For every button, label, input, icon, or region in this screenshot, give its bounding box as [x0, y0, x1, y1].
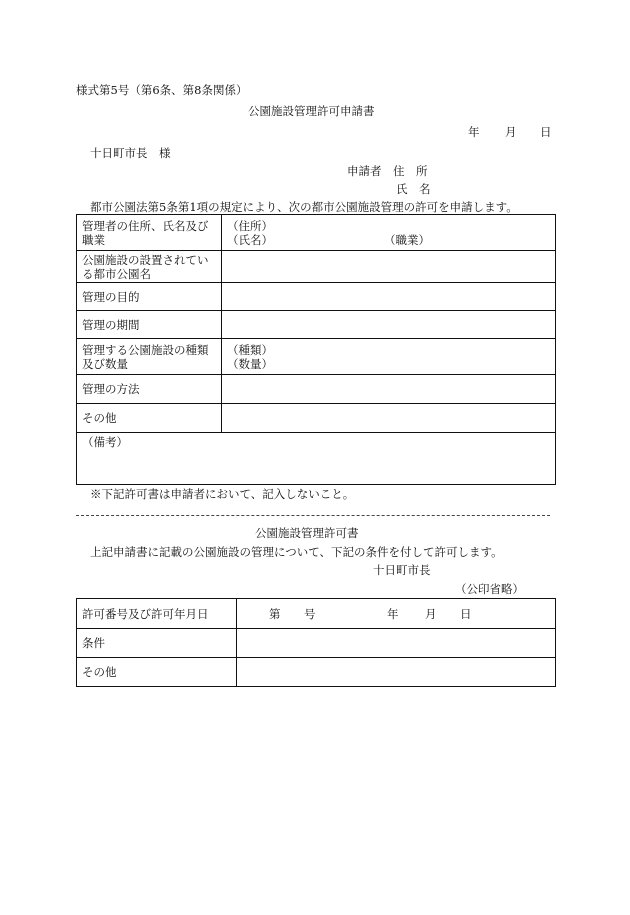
quantity-sublabel: （数量）	[227, 356, 273, 371]
permit-number-date-cell[interactable]	[237, 599, 556, 629]
purpose-label: 管理の目的	[77, 283, 222, 311]
manager-info-label: 管理者の住所、氏名及び職業	[77, 215, 222, 251]
cut-line-divider	[76, 515, 550, 516]
permit-title: 公園施設管理許可書	[255, 526, 359, 540]
date-month-label: 月	[505, 125, 517, 139]
applicant-address-label: 申請者 住 所	[347, 164, 428, 178]
conditions-cell[interactable]	[237, 629, 556, 658]
name-sublabel: （氏名）	[227, 232, 273, 247]
permit-text: 上記申請書に記載の公園施設の管理について、下記の条件を付して許可します。	[90, 545, 503, 559]
permit-day-label: 日	[460, 606, 472, 621]
permit-go-label: 号	[304, 606, 316, 621]
period-label: 管理の期間	[77, 311, 222, 339]
permit-table	[76, 598, 556, 687]
period-cell[interactable]	[222, 311, 556, 339]
other-label: その他	[77, 404, 222, 433]
facility-kind-quantity-label: 管理する公園施設の種類及び数量	[77, 339, 222, 375]
form-number: 様式第5号（第6条、第8条関係）	[76, 83, 248, 97]
permit-month-label: 月	[425, 606, 437, 621]
intro-text: 都市公園法第5条第1項の規定により、次の都市公園施設管理の許可を申請します。	[90, 200, 518, 214]
permit-year-label: 年	[387, 606, 399, 621]
conditions-label: 条件	[77, 629, 237, 658]
other-cell[interactable]	[222, 404, 556, 433]
kind-sublabel: （種類）	[227, 342, 273, 357]
park-name-cell[interactable]	[222, 251, 556, 283]
method-cell[interactable]	[222, 375, 556, 404]
note-text: ※下記許可書は申請者において、記入しないこと。	[90, 487, 355, 501]
permit-dai-label: 第	[269, 606, 281, 621]
manager-info-cell[interactable]	[222, 215, 556, 251]
date-year-label: 年	[468, 125, 480, 139]
address-sublabel: （住所）	[227, 218, 273, 233]
remarks-label: （備考）	[82, 435, 128, 449]
official-seal-omitted: （公印省略）	[455, 582, 524, 596]
method-label: 管理の方法	[77, 375, 222, 404]
remarks-cell[interactable]	[77, 433, 556, 485]
park-name-label: 公園施設の設置されている都市公園名	[77, 251, 222, 283]
applicant-name-label: 氏 名	[396, 182, 431, 196]
occupation-sublabel: （職業）	[384, 232, 430, 247]
permit-issuer: 十日町市長	[373, 563, 431, 577]
purpose-cell[interactable]	[222, 283, 556, 311]
permit-number-date-label: 許可番号及び許可年月日	[77, 599, 237, 629]
permit-other-cell[interactable]	[237, 658, 556, 687]
addressee: 十日町市長 様	[90, 146, 171, 160]
application-table	[76, 214, 556, 485]
facility-kind-quantity-cell[interactable]	[222, 339, 556, 375]
application-title: 公園施設管理許可申請書	[248, 104, 375, 118]
date-day-label: 日	[540, 125, 552, 139]
permit-other-label: その他	[77, 658, 237, 687]
